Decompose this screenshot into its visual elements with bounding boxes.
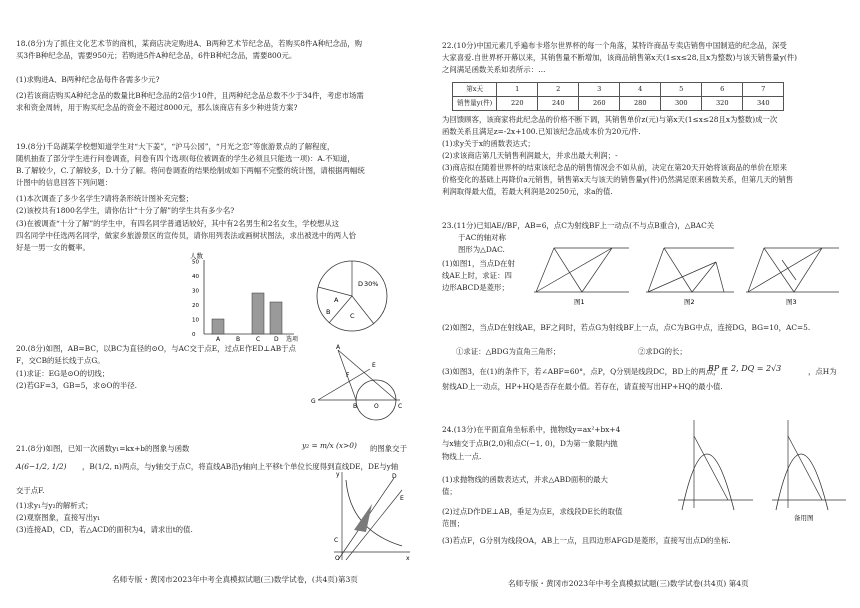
q19-line2: 随机抽查了部分学生进行问卷调查，问卷有四个选项(每位被调查的学生必须且只能选一项)：A.不知道， bbox=[16, 154, 355, 163]
bar-y-tick: 0 bbox=[192, 332, 196, 338]
bar-y-tick: 20 bbox=[192, 303, 199, 309]
q24-sub1a: (1)求抛物线的函数表达式，并求△ABD面积的最大 bbox=[442, 475, 608, 484]
fig21-label-d: D bbox=[392, 473, 397, 480]
q23-formula: BP = 2, DQ = 2√3 bbox=[708, 364, 782, 373]
q22-sub3c: 利润取得最大值，若最大利润是20250元，求a的值. bbox=[442, 187, 613, 196]
figure-21 bbox=[332, 470, 412, 565]
fig24-panel2 bbox=[772, 420, 846, 510]
q23-sub2-ii: ②求DG的长； bbox=[638, 347, 687, 356]
left-footer: 名师专版・黄冈市2023年中考全真模拟试题(三)数学试卷，(共4页)第3页 bbox=[112, 575, 358, 584]
fig20-label-c: C bbox=[398, 403, 403, 410]
q21-line3: 交于点F. bbox=[16, 486, 45, 495]
bar-x-label: 选项 bbox=[286, 336, 299, 343]
fig23-panel1 bbox=[534, 248, 629, 292]
q24-sub2a: (2)过点D作DE⊥AB，垂足为点E，求线段DE长的取值 bbox=[442, 507, 623, 516]
table-cell: 2 bbox=[538, 83, 579, 97]
table-cell: 240 bbox=[538, 97, 579, 111]
q24-sub3: (3)若点F，G分别为线段OA，AB上一点，且四边形AFGD是菱形，直接写出点D的坐标. bbox=[442, 536, 731, 545]
bar-C bbox=[252, 293, 264, 334]
q23-sub2-i: ①求证：△BDG为直角三角形； bbox=[456, 347, 561, 356]
pie-label-c: C bbox=[350, 312, 355, 320]
q22-sub3a: (3)商店拟在随着世界杯的结束该纪念品的销售情况会不如从前，决定在第20天开始将该商品的单价在原来 bbox=[442, 163, 788, 172]
fig20-label-g: G bbox=[311, 398, 316, 405]
q23-sub3c: 射线AD上一动点，HP+HQ是否存在最小值。若存在，请直接写出HP+HQ的最小值. bbox=[442, 382, 723, 391]
bar-cat-C: C bbox=[256, 336, 261, 343]
q23-sub1b: 线AE上时，求证：四 bbox=[442, 271, 512, 280]
pie-percent: 30% bbox=[364, 280, 379, 288]
pie-label-b: B bbox=[326, 308, 331, 316]
q23-sub3b: ，点H为 bbox=[808, 367, 837, 376]
table-row bbox=[453, 97, 784, 111]
table-cell: 320 bbox=[702, 97, 743, 111]
table-cell: 4 bbox=[620, 83, 661, 97]
q21-sub2: (2)观察图象，直接写出y₁ bbox=[16, 513, 101, 522]
fig23-caption-1: 图1 bbox=[574, 298, 585, 306]
q19-sub3a: (3)在被调查“十分了解”的学生中，有四名同学普通话较好，其中有2名男生和2名女生，学校想从这 bbox=[16, 219, 340, 228]
q24-line3: 物线上一点. bbox=[442, 452, 482, 461]
pie-label-a: A bbox=[334, 296, 339, 304]
bar-cat-D: D bbox=[274, 336, 279, 343]
table-header-sales: 销售量y(件) bbox=[453, 97, 497, 111]
fig20-label-o: O bbox=[374, 403, 379, 410]
figure-23 bbox=[534, 240, 844, 308]
fig24-caption: 备用图 bbox=[794, 514, 814, 522]
bar-cat-B: B bbox=[236, 336, 241, 343]
q19-line1: 19.(8分)千岛湖某学校想知道学生对“大下姜”，“沪马公园”，“月光之恋”等旅游景点的了解程度， bbox=[16, 142, 335, 151]
q19-sub1: (1)本次调查了多少名学生?请将条形统计图补充完整； bbox=[16, 194, 194, 203]
q18-line2: 买3件B种纪念品，需要950元；若购进5件A种纪念品，6件B种纪念品，需要800元。 bbox=[16, 51, 297, 60]
pie-chart bbox=[312, 256, 392, 336]
table-cell: 340 bbox=[743, 97, 784, 111]
table-cell: 7 bbox=[743, 83, 784, 97]
figure-20 bbox=[308, 345, 428, 425]
q18-line1: 18.(8分)为了抓住文化艺术节的商机，某商店决定购进A、B两种艺术节纪念品，若购买8件A种纪念品，购 bbox=[16, 39, 363, 48]
q21-sub3: (3)连接AD，CD，若△ACD的面积为4，请求出t的值. bbox=[16, 525, 193, 534]
bar-A bbox=[212, 319, 224, 334]
bar-y-tick: 50 bbox=[192, 259, 199, 266]
q19-line4: 计图中的信息回答下列问题： bbox=[16, 178, 113, 187]
q24-sub1b: 值； bbox=[442, 487, 457, 496]
q23-sub1a: (1)如图1，当点D在射 bbox=[442, 259, 515, 268]
fig21-label-o: O bbox=[335, 555, 340, 562]
q23-line3: 图形为△DAC. bbox=[458, 245, 505, 254]
table-cell: 220 bbox=[497, 97, 538, 111]
q22-sub2: (2)求该商店第几天销售利润最大，并求出最大利润；- bbox=[442, 151, 618, 160]
sales-table bbox=[452, 82, 784, 111]
q22-after1: 为回馈顾客，该商家将此纪念品的价格不断下调，其销售单价z(元)与第x天(1≤x≤28且x为整数)成一次 bbox=[442, 115, 778, 124]
q24-line2: 与x轴交于点B(2,0)和点C(−1, 0)，D为第一象限内抛 bbox=[442, 439, 618, 448]
table-header-day: 第x天 bbox=[453, 83, 497, 97]
q21-line1: 21.(8分)如图，已知一次函数y₁=kx+b的图象与函数 bbox=[16, 444, 190, 453]
q21-formula: y₂ = m/x (x>0) bbox=[302, 441, 357, 450]
q22-line1: 22.(10分)中国元素几乎遍布卡塔尔世界杯的每一个角落，某特许商品专卖店销售中国制造的纪念品，深受 bbox=[442, 41, 787, 50]
fig24-panel1 bbox=[678, 420, 753, 510]
q19-sub3b: 四名同学中任选两名同学，做家乡旅游景区的宣传员，请你用列表法或画树状图法，求出被选中的两人恰 bbox=[16, 231, 356, 240]
q18-sub1: (1)求购进A、B两种纪念品每件各需多少元? bbox=[16, 75, 160, 84]
fig20-label-b: B bbox=[353, 403, 358, 410]
table-cell: 280 bbox=[620, 97, 661, 111]
bar-y-tick: 10 bbox=[192, 317, 199, 324]
q19-line3: B.了解较少，C.了解较多，D.十分了解。将问卷调查的结果绘制成如下两幅不完整的统计图，请根据两幅统 bbox=[16, 166, 365, 175]
fig23-caption-2: 图2 bbox=[684, 298, 695, 306]
fig23-panel3 bbox=[746, 248, 839, 292]
q19-sub2: (2)该校共有1800名学生，请你估计“十分了解”的学生共有多少名? bbox=[16, 206, 235, 215]
q22-after2: 函数关系且满足z=-2x+100.已知该纪念品成本价为20元/件. bbox=[442, 127, 641, 136]
q20-sub1: (1)求证：EG是⊙O的切线； bbox=[16, 369, 110, 378]
q23-sub1c: 边形ABCD是菱形； bbox=[442, 283, 509, 292]
table-cell: 5 bbox=[661, 83, 702, 97]
q23-sub2: (2)如图2，当点D在射线AE，BF之间时，若点G为射线BF上一点，点C为BG中点，连接DG，BG=10，AC=5. bbox=[442, 323, 811, 332]
q18-sub2b: 求和资金周转，用于购买纪念品的资金不超过8000元，那么该商店有多少种进货方案? bbox=[16, 103, 298, 112]
q20-line1: 20.(8分)如图，AB=BC，以BC为直径的⊙O，与AC交于点E，过点E作ED⊥AB于点 bbox=[16, 344, 296, 353]
bar-cat-A: A bbox=[216, 336, 221, 343]
q21-line2b: ，B(1/2, n)两点，与y轴交于点C，将直线AB沿y轴向上平移t个单位长度得到直线DE，DE与y轴 bbox=[82, 462, 399, 471]
fig23-caption-3: 图3 bbox=[786, 298, 797, 306]
bar-y-tick: 40 bbox=[192, 274, 199, 280]
q22-line3: 之间满足函数关系如表所示：… bbox=[442, 65, 546, 74]
bar-y-tick: 30 bbox=[192, 288, 199, 295]
q23-line2: 于AC的轴对称 bbox=[458, 233, 506, 242]
q18-sub2a: (2)若该商店购买A种纪念品的数量比B种纪念品的2倍少10件，且两种纪念品总数不少于34件，考虑市场需 bbox=[16, 91, 364, 100]
q21-sub1: (1)求y₁与y₂的解析式； bbox=[16, 501, 93, 510]
right-footer: 名师专版・黄冈市2023年中考全真模拟试题(三)数学试卷(共4页) 第4页 bbox=[508, 579, 749, 588]
q23-sub3a: (3)如图3，在(1)的条件下，若∠ABF=60°，点P，Q分别是线段DC，BD上的两点，且 bbox=[442, 367, 728, 376]
fig20-label-a: A bbox=[336, 344, 341, 351]
bar-chart bbox=[190, 250, 300, 343]
q20-line2: F，交CB的延长线于点G。 bbox=[16, 356, 105, 365]
pie-label-d: D bbox=[358, 280, 364, 288]
q23-line1: 23.(11分)已知AE//BF，AB=6，点C为射线BF上一动点(不与点B重合)，△BAC关 bbox=[442, 221, 715, 230]
table-row bbox=[453, 83, 784, 97]
q24-sub2b: 范围； bbox=[442, 519, 465, 528]
q22-sub1: (1)求y关于x的函数表达式； bbox=[442, 139, 535, 148]
fig21-label-y: y bbox=[336, 471, 340, 478]
table-cell: 1 bbox=[497, 83, 538, 97]
table-cell: 6 bbox=[702, 83, 743, 97]
q19-sub3c: 好是一男一女的概率。 bbox=[16, 243, 90, 252]
fig21-label-x: x bbox=[406, 555, 410, 562]
figure-24 bbox=[678, 418, 848, 528]
table-cell: 3 bbox=[579, 83, 620, 97]
q21-line1b: 的图象交于 bbox=[370, 444, 407, 453]
q21-point-a: A(6−1/2, 1/2) bbox=[16, 462, 67, 471]
fig20-label-e: E bbox=[372, 362, 376, 369]
bar-D bbox=[270, 302, 282, 334]
table-cell: 260 bbox=[579, 97, 620, 111]
fig21-label-c: C bbox=[334, 537, 339, 544]
table-cell: 300 bbox=[661, 97, 702, 111]
fig20-label-f: F bbox=[346, 372, 350, 379]
fig21-label-e: E bbox=[400, 495, 404, 502]
q22-line2: 大家喜爱.自世界杯开幕以来，其销售量不断增加，该商品销售第x天(1≤x≤28,且x为整数)与该天销售量y(件) bbox=[442, 53, 798, 62]
q20-sub2: (2)若GF=3，GB=5，求⊙O的半径. bbox=[16, 381, 137, 390]
bar-y-label: 人数 bbox=[190, 252, 203, 260]
q24-line1: 24.(13分)在平面直角坐标系中，抛物线y=ax²+bx+4 bbox=[442, 425, 621, 434]
fig23-panel2 bbox=[646, 248, 734, 292]
q22-sub3b: 价格变化的基础上再降价a元销售，销售第x天与该天的销售量y(件)仍然满足原来函数关系，但第几天的销售 bbox=[442, 175, 794, 184]
